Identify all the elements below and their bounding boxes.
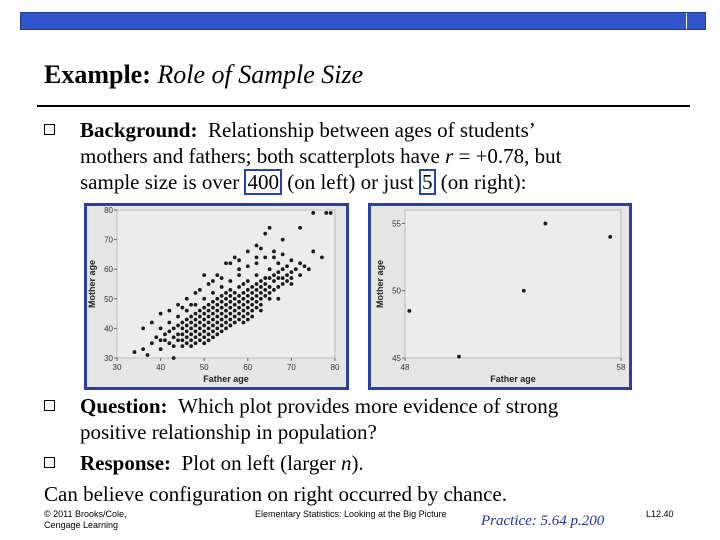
data-point	[608, 235, 612, 239]
data-point	[242, 297, 246, 301]
data-point	[189, 332, 193, 336]
left-scatterplot	[87, 206, 346, 387]
background-label: Background:	[80, 118, 198, 142]
data-point	[224, 309, 228, 313]
data-point	[268, 226, 272, 230]
data-point	[220, 312, 224, 316]
data-point	[176, 332, 180, 336]
data-point	[211, 335, 215, 339]
bullet-square-icon	[44, 400, 55, 411]
data-point	[202, 306, 206, 310]
plot-area	[117, 210, 335, 358]
background-paragraph	[80, 117, 680, 195]
slide-number: L12.40	[646, 509, 674, 519]
data-point	[202, 335, 206, 339]
response-paragraph	[80, 450, 680, 476]
data-point	[233, 309, 237, 313]
data-point	[194, 312, 198, 316]
data-point	[172, 344, 176, 348]
data-point	[211, 300, 215, 304]
background-line3b: (on left) or just	[287, 170, 414, 194]
title-divider	[37, 105, 690, 107]
data-point	[207, 332, 211, 336]
data-point	[457, 355, 461, 359]
data-point	[215, 273, 219, 277]
data-point	[224, 321, 228, 325]
data-point	[194, 318, 198, 322]
x-axis-label: Father age	[203, 374, 249, 384]
data-point	[211, 279, 215, 283]
data-point	[176, 338, 180, 342]
data-point	[189, 338, 193, 342]
data-point	[207, 315, 211, 319]
data-point	[198, 321, 202, 325]
data-point	[163, 338, 167, 342]
data-point	[198, 338, 202, 342]
data-point	[268, 276, 272, 280]
data-point	[185, 318, 189, 322]
data-point	[329, 211, 333, 215]
data-point	[250, 309, 254, 313]
data-point	[150, 341, 154, 345]
data-point	[268, 291, 272, 295]
data-point	[181, 332, 185, 336]
slide-title	[44, 60, 363, 90]
data-point	[194, 324, 198, 328]
data-point	[255, 282, 259, 286]
response-label: Response:	[80, 451, 172, 475]
background-line3c: (on right):	[440, 170, 527, 194]
x-tick-label: 48	[400, 363, 410, 372]
data-point	[181, 344, 185, 348]
data-point	[202, 273, 206, 277]
x-tick-label: 50	[199, 363, 209, 372]
background-line1: Relationship between ages of students’	[207, 118, 536, 142]
y-tick-label: 70	[104, 235, 113, 245]
data-point	[259, 279, 263, 283]
data-point	[215, 309, 219, 313]
data-point	[228, 312, 232, 316]
y-axis-label: Mother age	[375, 259, 385, 309]
data-point	[224, 297, 228, 301]
data-point	[281, 282, 285, 286]
data-point	[259, 247, 263, 251]
data-point	[215, 303, 219, 307]
data-point	[181, 306, 185, 310]
data-point	[285, 279, 289, 283]
question-line1: Which plot provides more evidence of strong	[178, 394, 559, 418]
data-point	[202, 329, 206, 333]
data-point	[211, 318, 215, 322]
data-point	[202, 341, 206, 345]
data-point	[237, 285, 241, 289]
data-point	[185, 341, 189, 345]
data-point	[133, 350, 137, 354]
data-point	[246, 318, 250, 322]
data-point	[211, 291, 215, 295]
data-point	[198, 288, 202, 292]
data-point	[141, 327, 145, 331]
data-point	[294, 267, 298, 271]
title-italic: Role of Sample Size	[157, 60, 364, 89]
data-point	[228, 300, 232, 304]
data-point	[263, 232, 267, 236]
data-point	[189, 321, 193, 325]
data-point	[250, 303, 254, 307]
data-point	[228, 279, 232, 283]
data-point	[246, 306, 250, 310]
r-symbol: r	[445, 144, 454, 168]
data-point	[198, 315, 202, 319]
data-point	[320, 255, 324, 259]
data-point	[233, 321, 237, 325]
data-point	[189, 327, 193, 331]
data-point	[189, 315, 193, 319]
n-large-highlight: 400	[244, 169, 282, 195]
data-point	[298, 261, 302, 265]
data-point	[207, 282, 211, 286]
data-point	[255, 300, 259, 304]
response-text: Plot on left (larger	[181, 451, 336, 475]
data-point	[202, 297, 206, 301]
data-point	[194, 329, 198, 333]
data-point	[224, 303, 228, 307]
data-point	[146, 353, 150, 357]
data-point	[224, 261, 228, 265]
data-point	[255, 261, 259, 265]
plot-area	[405, 210, 621, 358]
data-point	[228, 288, 232, 292]
data-point	[189, 303, 193, 307]
data-point	[246, 294, 250, 298]
data-point	[224, 291, 228, 295]
data-point	[311, 211, 315, 215]
data-point	[211, 312, 215, 316]
data-point	[259, 285, 263, 289]
data-point	[263, 282, 267, 286]
data-point	[207, 309, 211, 313]
data-point	[255, 273, 259, 277]
data-point	[268, 285, 272, 289]
data-point	[176, 324, 180, 328]
data-point	[167, 341, 171, 345]
data-point	[407, 309, 411, 313]
data-point	[194, 335, 198, 339]
data-point	[220, 294, 224, 298]
data-point	[189, 344, 193, 348]
data-point	[255, 255, 259, 259]
data-point	[172, 335, 176, 339]
data-point	[159, 312, 163, 316]
x-tick-label: 30	[112, 363, 122, 372]
data-point	[276, 285, 280, 289]
background-line2-end: = +0.78, but	[458, 144, 562, 168]
top-decorative-bar	[20, 12, 706, 30]
data-point	[246, 312, 250, 316]
data-point	[228, 324, 232, 328]
data-point	[250, 297, 254, 301]
data-point	[220, 276, 224, 280]
data-point	[185, 297, 189, 301]
title-bold: Example:	[44, 60, 151, 89]
data-point	[259, 297, 263, 301]
data-point	[281, 276, 285, 280]
response-text-end: ).	[351, 451, 364, 475]
data-point	[159, 327, 163, 331]
x-tick-label: 70	[286, 363, 296, 372]
data-point	[290, 258, 294, 262]
data-point	[259, 291, 263, 295]
data-point	[281, 238, 285, 242]
y-tick-label: 55	[392, 219, 401, 229]
data-point	[215, 332, 219, 336]
data-point	[150, 321, 154, 325]
data-point	[233, 255, 237, 259]
background-line2: mothers and fathers; both scatterplots have	[80, 144, 440, 168]
data-point	[237, 273, 241, 277]
n-symbol: n	[340, 451, 352, 475]
y-tick-label: 40	[104, 324, 113, 334]
data-point	[263, 276, 267, 280]
data-point	[259, 303, 263, 307]
data-point	[194, 341, 198, 345]
data-point	[185, 309, 189, 313]
data-point	[233, 315, 237, 319]
data-point	[207, 321, 211, 325]
x-tick-label: 80	[330, 363, 340, 372]
background-line3a: sample size is over	[80, 170, 240, 194]
data-point	[198, 332, 202, 336]
data-point	[202, 324, 206, 328]
data-point	[272, 250, 276, 254]
data-point	[207, 338, 211, 342]
data-point	[233, 303, 237, 307]
data-point	[246, 279, 250, 283]
data-point	[272, 279, 276, 283]
data-point	[159, 338, 163, 342]
data-point	[255, 306, 259, 310]
x-tick-label: 60	[243, 363, 253, 372]
data-point	[250, 315, 254, 319]
data-point	[290, 282, 294, 286]
data-point	[185, 324, 189, 328]
y-tick-label: 60	[104, 265, 113, 275]
y-tick-label: 45	[392, 354, 401, 363]
bullet-square-icon	[44, 457, 55, 468]
data-point	[259, 309, 263, 313]
data-point	[167, 321, 171, 325]
data-point	[263, 255, 267, 259]
data-point	[237, 306, 241, 310]
data-point	[255, 294, 259, 298]
data-point	[163, 332, 167, 336]
data-point	[207, 303, 211, 307]
data-point	[307, 267, 311, 271]
footer-copyright	[44, 509, 127, 531]
data-point	[272, 255, 276, 259]
x-axis-label: Father age	[490, 374, 536, 384]
data-point	[237, 294, 241, 298]
data-point	[242, 282, 246, 286]
data-point	[220, 324, 224, 328]
y-tick-label: 30	[104, 354, 113, 363]
data-point	[276, 297, 280, 301]
data-point	[176, 303, 180, 307]
right-scatterplot-frame	[368, 203, 632, 390]
data-point	[198, 309, 202, 313]
data-point	[303, 264, 307, 268]
data-point	[276, 276, 280, 280]
data-point	[298, 273, 302, 277]
data-point	[250, 291, 254, 295]
question-paragraph	[80, 393, 680, 445]
data-point	[224, 327, 228, 331]
data-point	[228, 261, 232, 265]
data-point	[298, 226, 302, 230]
data-point	[154, 335, 158, 339]
data-point	[207, 327, 211, 331]
data-point	[246, 300, 250, 304]
data-point	[276, 270, 280, 274]
data-point	[242, 303, 246, 307]
data-point	[202, 312, 206, 316]
y-tick-label: 80	[104, 206, 113, 215]
data-point	[181, 338, 185, 342]
data-point	[290, 276, 294, 280]
y-tick-label: 50	[392, 286, 401, 296]
data-point	[167, 329, 171, 333]
data-point	[220, 306, 224, 310]
data-point	[237, 318, 241, 322]
bullet-square-icon	[44, 124, 55, 135]
data-point	[242, 309, 246, 313]
data-point	[233, 297, 237, 301]
data-point	[242, 315, 246, 319]
question-line2: positive relationship in population?	[80, 420, 377, 444]
data-point	[215, 297, 219, 301]
data-point	[220, 318, 224, 322]
footer-book-title: Elementary Statistics: Looking at the Big Picture	[255, 509, 447, 519]
data-point	[228, 318, 232, 322]
data-point	[285, 273, 289, 277]
data-point	[324, 211, 328, 215]
data-point	[215, 321, 219, 325]
data-point	[242, 291, 246, 295]
data-point	[246, 250, 250, 254]
data-point	[250, 285, 254, 289]
left-scatterplot-frame	[84, 203, 349, 390]
data-point	[211, 306, 215, 310]
data-point	[246, 288, 250, 292]
data-point	[194, 303, 198, 307]
data-point	[272, 288, 276, 292]
data-point	[263, 288, 267, 292]
data-point	[268, 297, 272, 301]
data-point	[176, 315, 180, 319]
data-point	[290, 270, 294, 274]
data-point	[228, 294, 232, 298]
data-point	[141, 347, 145, 351]
data-point	[159, 347, 163, 351]
copyright-line2: Cengage Learning	[44, 520, 119, 530]
copyright-line1: © 2011 Brooks/Cole,	[44, 509, 127, 519]
data-point	[172, 327, 176, 331]
practice-reference: Practice: 5.64 p.200	[481, 513, 605, 529]
data-point	[181, 327, 185, 331]
question-label: Question:	[80, 394, 168, 418]
data-point	[215, 315, 219, 319]
data-point	[181, 321, 185, 325]
top-bar-cap	[686, 13, 705, 29]
x-tick-label: 40	[156, 363, 166, 372]
data-point	[237, 312, 241, 316]
data-point	[211, 324, 215, 328]
data-point	[220, 285, 224, 289]
data-point	[281, 267, 285, 271]
data-point	[246, 264, 250, 268]
right-scatterplot	[371, 206, 629, 387]
y-tick-label: 50	[104, 294, 113, 304]
conclusion-text: Can believe configuration on right occurred by chance.	[44, 482, 507, 506]
data-point	[272, 273, 276, 277]
x-tick-label: 58	[616, 363, 626, 372]
data-point	[202, 318, 206, 322]
data-point	[237, 267, 241, 271]
data-point	[268, 267, 272, 271]
data-point	[211, 329, 215, 333]
data-point	[544, 222, 548, 226]
data-point	[255, 288, 259, 292]
data-point	[522, 289, 526, 293]
data-point	[237, 300, 241, 304]
y-axis-label: Mother age	[87, 259, 97, 309]
data-point	[194, 291, 198, 295]
data-point	[185, 335, 189, 339]
data-point	[228, 306, 232, 310]
data-point	[237, 258, 241, 262]
data-point	[215, 327, 219, 331]
data-point	[233, 291, 237, 295]
data-point	[263, 294, 267, 298]
data-point	[185, 329, 189, 333]
data-point	[281, 253, 285, 257]
data-point	[311, 250, 315, 254]
data-point	[172, 356, 176, 360]
data-point	[276, 261, 280, 265]
data-point	[220, 329, 224, 333]
data-point	[220, 300, 224, 304]
data-point	[224, 315, 228, 319]
data-point	[198, 327, 202, 331]
data-point	[285, 264, 289, 268]
data-point	[167, 309, 171, 313]
n-small-highlight: 5	[419, 169, 436, 195]
data-point	[255, 244, 259, 248]
data-point	[242, 321, 246, 325]
